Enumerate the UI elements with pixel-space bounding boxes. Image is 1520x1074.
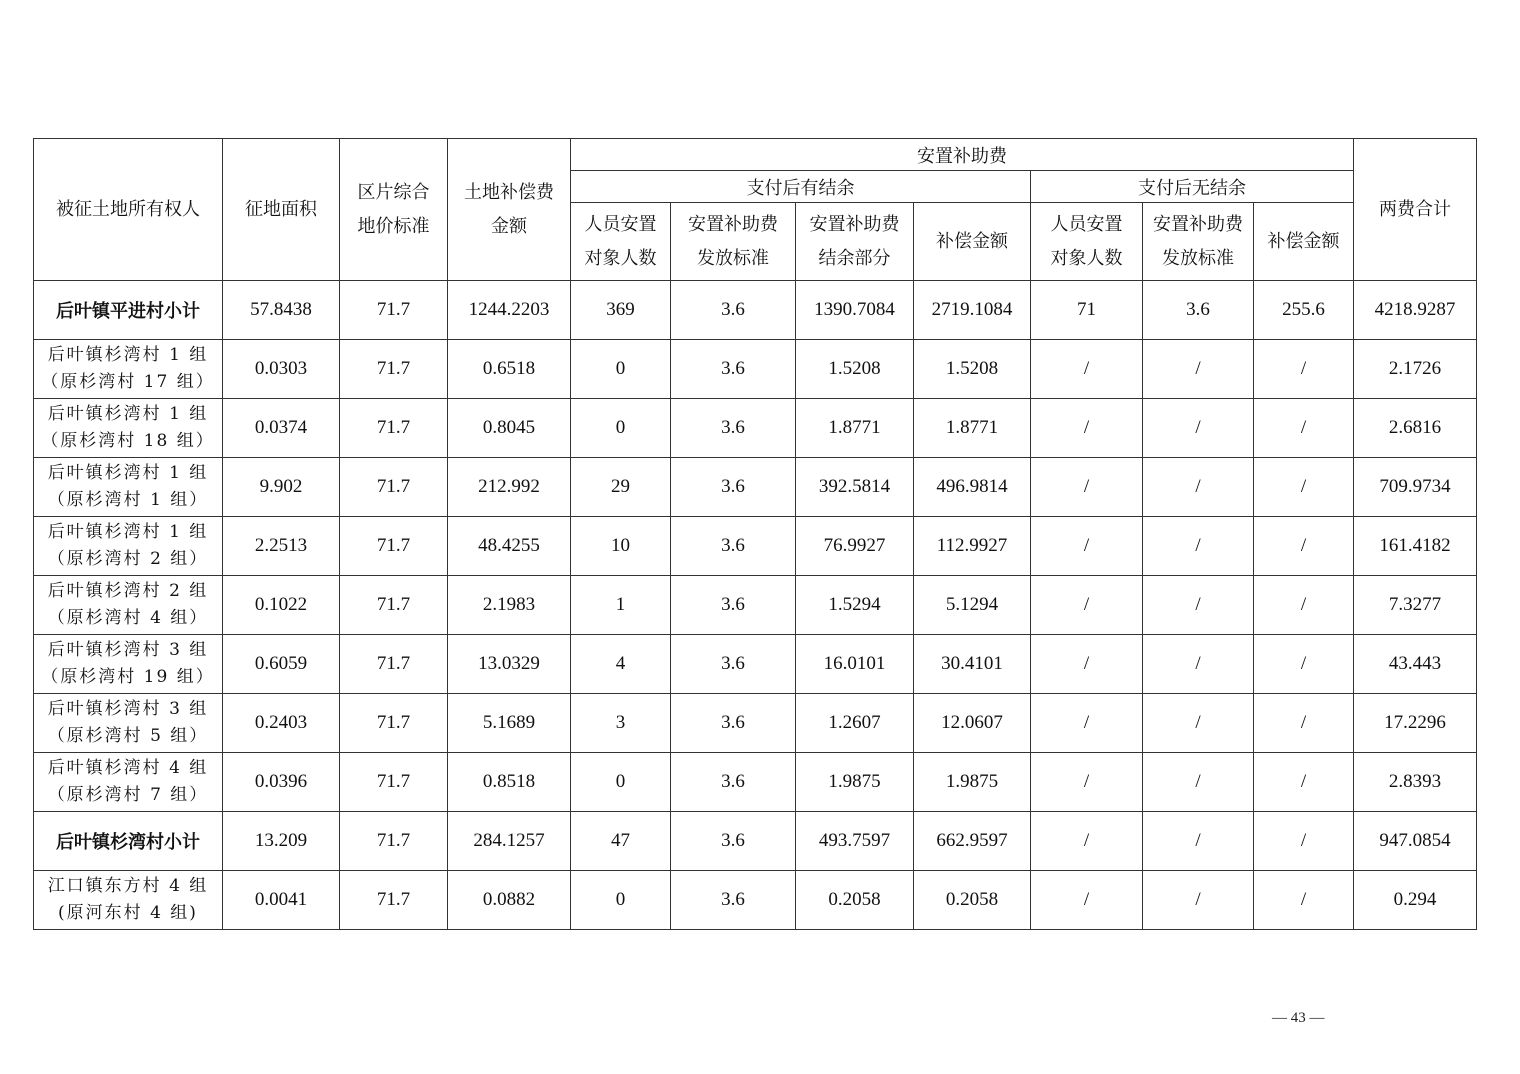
value-cell: 29 [571,458,671,517]
value-cell: / [1031,576,1143,635]
value-cell: 161.4182 [1354,517,1477,576]
value-cell: 3.6 [671,340,796,399]
owner-name: 后叶镇杉湾村 3 组 [47,699,209,719]
owner-cell [34,399,223,458]
header-std-b-line2: 发放标准 [1162,247,1234,269]
value-cell: 2.2513 [223,517,340,576]
value-cell: 496.9814 [914,458,1031,517]
owner-name: 后叶镇杉湾村 1 组 [47,463,209,483]
value-cell: 369 [571,281,671,340]
value-cell: / [1254,340,1354,399]
value-cell: 48.4255 [448,517,571,576]
value-cell: / [1031,458,1143,517]
owner-cell [34,635,223,694]
owner-cell [34,576,223,635]
header-std-b [1143,203,1254,281]
value-cell: / [1031,399,1143,458]
value-cell: 2719.1084 [914,281,1031,340]
header-amount-a: 补偿金额 [914,203,1031,281]
value-cell: 2.1983 [448,576,571,635]
value-cell: 0.1022 [223,576,340,635]
owner-cell [34,517,223,576]
value-cell: 57.8438 [223,281,340,340]
owner-former-name: （原杉湾村 4 组） [47,608,209,628]
header-land-comp [448,139,571,281]
value-cell: / [1143,871,1254,930]
value-cell: 0.2058 [796,871,914,930]
value-cell: 2.1726 [1354,340,1477,399]
value-cell: 13.0329 [448,635,571,694]
table-row [34,694,1477,753]
value-cell: 3.6 [671,753,796,812]
value-cell: / [1031,753,1143,812]
value-cell: 1.9875 [796,753,914,812]
value-cell: 10 [571,517,671,576]
value-cell: / [1254,517,1354,576]
value-cell: / [1031,812,1143,871]
value-cell: 3.6 [671,812,796,871]
header-people-a [571,203,671,281]
value-cell: 1390.7084 [796,281,914,340]
value-cell: 71.7 [340,576,448,635]
value-cell: 0.0303 [223,340,340,399]
value-cell: 71.7 [340,635,448,694]
value-cell: 3 [571,694,671,753]
value-cell: / [1143,340,1254,399]
value-cell: / [1143,458,1254,517]
owner-cell [34,753,223,812]
header-without-balance: 支付后无结余 [1031,171,1354,203]
owner-former-name: （原杉湾村 19 组） [41,667,215,687]
value-cell: 0.8045 [448,399,571,458]
value-cell: 71.7 [340,753,448,812]
owner-name: 后叶镇杉湾村 3 组 [47,640,209,660]
owner-name: 后叶镇杉湾村 1 组 [47,522,209,542]
owner-cell [34,871,223,930]
value-cell: 1 [571,576,671,635]
value-cell: 493.7597 [796,812,914,871]
owner-name: 后叶镇杉湾村 1 组 [47,345,209,365]
value-cell: / [1031,871,1143,930]
owner-former-name: （原杉湾村 18 组） [41,431,215,451]
value-cell: 1.5208 [796,340,914,399]
header-std-b-line1: 安置补助费 [1153,213,1243,235]
value-cell: 1.8771 [796,399,914,458]
value-cell: 47 [571,812,671,871]
value-cell: 0 [571,871,671,930]
value-cell: / [1031,517,1143,576]
value-cell: 0.2058 [914,871,1031,930]
table-row [34,812,1477,871]
owner-former-name: （原杉湾村 5 组） [47,726,209,746]
table-row [34,635,1477,694]
value-cell: 212.992 [448,458,571,517]
header-resettle: 安置补助费 [571,139,1354,171]
owner-former-name: （原杉湾村 7 组） [47,785,209,805]
page-number: — 43 — [1272,1010,1325,1026]
value-cell: 284.1257 [448,812,571,871]
header-balance [796,203,914,281]
value-cell: 662.9597 [914,812,1031,871]
value-cell: 5.1689 [448,694,571,753]
value-cell: 0.6059 [223,635,340,694]
header-people-a-line1: 人员安置 [584,213,657,235]
header-with-balance: 支付后有结余 [571,171,1031,203]
owner-name: 后叶镇杉湾村 2 组 [47,581,209,601]
value-cell: 0 [571,753,671,812]
table-row [34,576,1477,635]
value-cell: / [1143,399,1254,458]
value-cell: / [1143,753,1254,812]
owner-cell [34,340,223,399]
value-cell: 9.902 [223,458,340,517]
table-row [34,458,1477,517]
header-land-comp-line2: 金额 [491,215,527,237]
header-price [340,139,448,281]
value-cell: 0.0041 [223,871,340,930]
value-cell: 3.6 [671,458,796,517]
value-cell: 76.9927 [796,517,914,576]
owner-cell [34,281,223,340]
value-cell: / [1254,576,1354,635]
value-cell: 0 [571,340,671,399]
value-cell: / [1031,694,1143,753]
value-cell: 2.6816 [1354,399,1477,458]
value-cell: 112.9927 [914,517,1031,576]
owner-name: 江口镇东方村 4 组 [47,876,209,896]
value-cell: 7.3277 [1354,576,1477,635]
header-amount-b: 补偿金额 [1254,203,1354,281]
value-cell: / [1254,458,1354,517]
header-std-a-line2: 发放标准 [697,247,769,269]
table-body [34,281,1477,930]
value-cell: 71.7 [340,517,448,576]
value-cell: 0.8518 [448,753,571,812]
owner-cell [34,694,223,753]
value-cell: 3.6 [671,576,796,635]
value-cell: / [1031,635,1143,694]
table-row [34,517,1477,576]
header-area: 征地面积 [223,139,340,281]
value-cell: 0.294 [1354,871,1477,930]
owner-cell [34,812,223,871]
value-cell: / [1254,694,1354,753]
value-cell: 43.443 [1354,635,1477,694]
value-cell: 392.5814 [796,458,914,517]
header-price-line1: 区片综合 [357,181,430,203]
value-cell: 71.7 [340,340,448,399]
header-land-comp-line1: 土地补偿费 [464,181,554,203]
value-cell: 17.2296 [1354,694,1477,753]
value-cell: 3.6 [671,694,796,753]
value-cell: 71.7 [340,812,448,871]
value-cell: 71.7 [340,281,448,340]
value-cell: 947.0854 [1354,812,1477,871]
table-row [34,871,1477,930]
value-cell: 71.7 [340,694,448,753]
value-cell: 709.9734 [1354,458,1477,517]
header-people-b [1031,203,1143,281]
header-people-b-line1: 人员安置 [1050,213,1123,235]
value-cell: 13.209 [223,812,340,871]
table-row [34,340,1477,399]
value-cell: 71 [1031,281,1143,340]
value-cell: 0.6518 [448,340,571,399]
value-cell: / [1254,812,1354,871]
value-cell: 255.6 [1254,281,1354,340]
owner-name: 后叶镇平进村小计 [56,301,200,322]
table-row [34,399,1477,458]
header-balance-line2: 结余部分 [818,247,891,269]
value-cell: 30.4101 [914,635,1031,694]
header-std-a-line1: 安置补助费 [688,213,778,235]
header-people-b-line2: 对象人数 [1050,247,1123,269]
value-cell: 3.6 [671,635,796,694]
table-row [34,281,1477,340]
value-cell: 0 [571,399,671,458]
value-cell: 71.7 [340,399,448,458]
value-cell: / [1143,812,1254,871]
value-cell: 5.1294 [914,576,1031,635]
value-cell: / [1254,635,1354,694]
owner-name: 后叶镇杉湾村 4 组 [47,758,209,778]
owner-former-name: (原河东村 4 组) [58,903,198,923]
owner-name: 后叶镇杉湾村小计 [56,832,200,853]
owner-former-name: （原杉湾村 2 组） [47,549,209,569]
header-std-a [671,203,796,281]
value-cell: 1.5208 [914,340,1031,399]
table-row [34,753,1477,812]
header-price-line2: 地价标准 [357,215,430,237]
header-owner: 被征土地所有权人 [34,139,223,281]
value-cell: 0.0882 [448,871,571,930]
compensation-table [33,138,1477,930]
value-cell: / [1143,635,1254,694]
value-cell: 3.6 [671,281,796,340]
value-cell: 71.7 [340,458,448,517]
value-cell: / [1254,399,1354,458]
owner-cell [34,458,223,517]
value-cell: 4218.9287 [1354,281,1477,340]
owner-name: 后叶镇杉湾村 1 组 [47,404,209,424]
value-cell: 3.6 [671,517,796,576]
owner-former-name: （原杉湾村 17 组） [41,372,215,392]
value-cell: 4 [571,635,671,694]
value-cell: 0.0374 [223,399,340,458]
value-cell: 0.2403 [223,694,340,753]
value-cell: 0.0396 [223,753,340,812]
value-cell: 1.2607 [796,694,914,753]
value-cell: 3.6 [1143,281,1254,340]
value-cell: 16.0101 [796,635,914,694]
value-cell: / [1254,871,1354,930]
value-cell: 12.0607 [914,694,1031,753]
owner-former-name: （原杉湾村 1 组） [47,490,209,510]
header-balance-line1: 安置补助费 [809,213,900,235]
value-cell: / [1143,517,1254,576]
value-cell: 3.6 [671,399,796,458]
value-cell: 1.5294 [796,576,914,635]
value-cell: / [1143,694,1254,753]
value-cell: 3.6 [671,871,796,930]
value-cell: 2.8393 [1354,753,1477,812]
value-cell: / [1143,576,1254,635]
header-people-a-line2: 对象人数 [584,247,657,269]
value-cell: / [1031,340,1143,399]
value-cell: 1.9875 [914,753,1031,812]
value-cell: 71.7 [340,871,448,930]
value-cell: 1244.2203 [448,281,571,340]
value-cell: 1.8771 [914,399,1031,458]
header-total: 两费合计 [1354,139,1477,281]
value-cell: / [1254,753,1354,812]
